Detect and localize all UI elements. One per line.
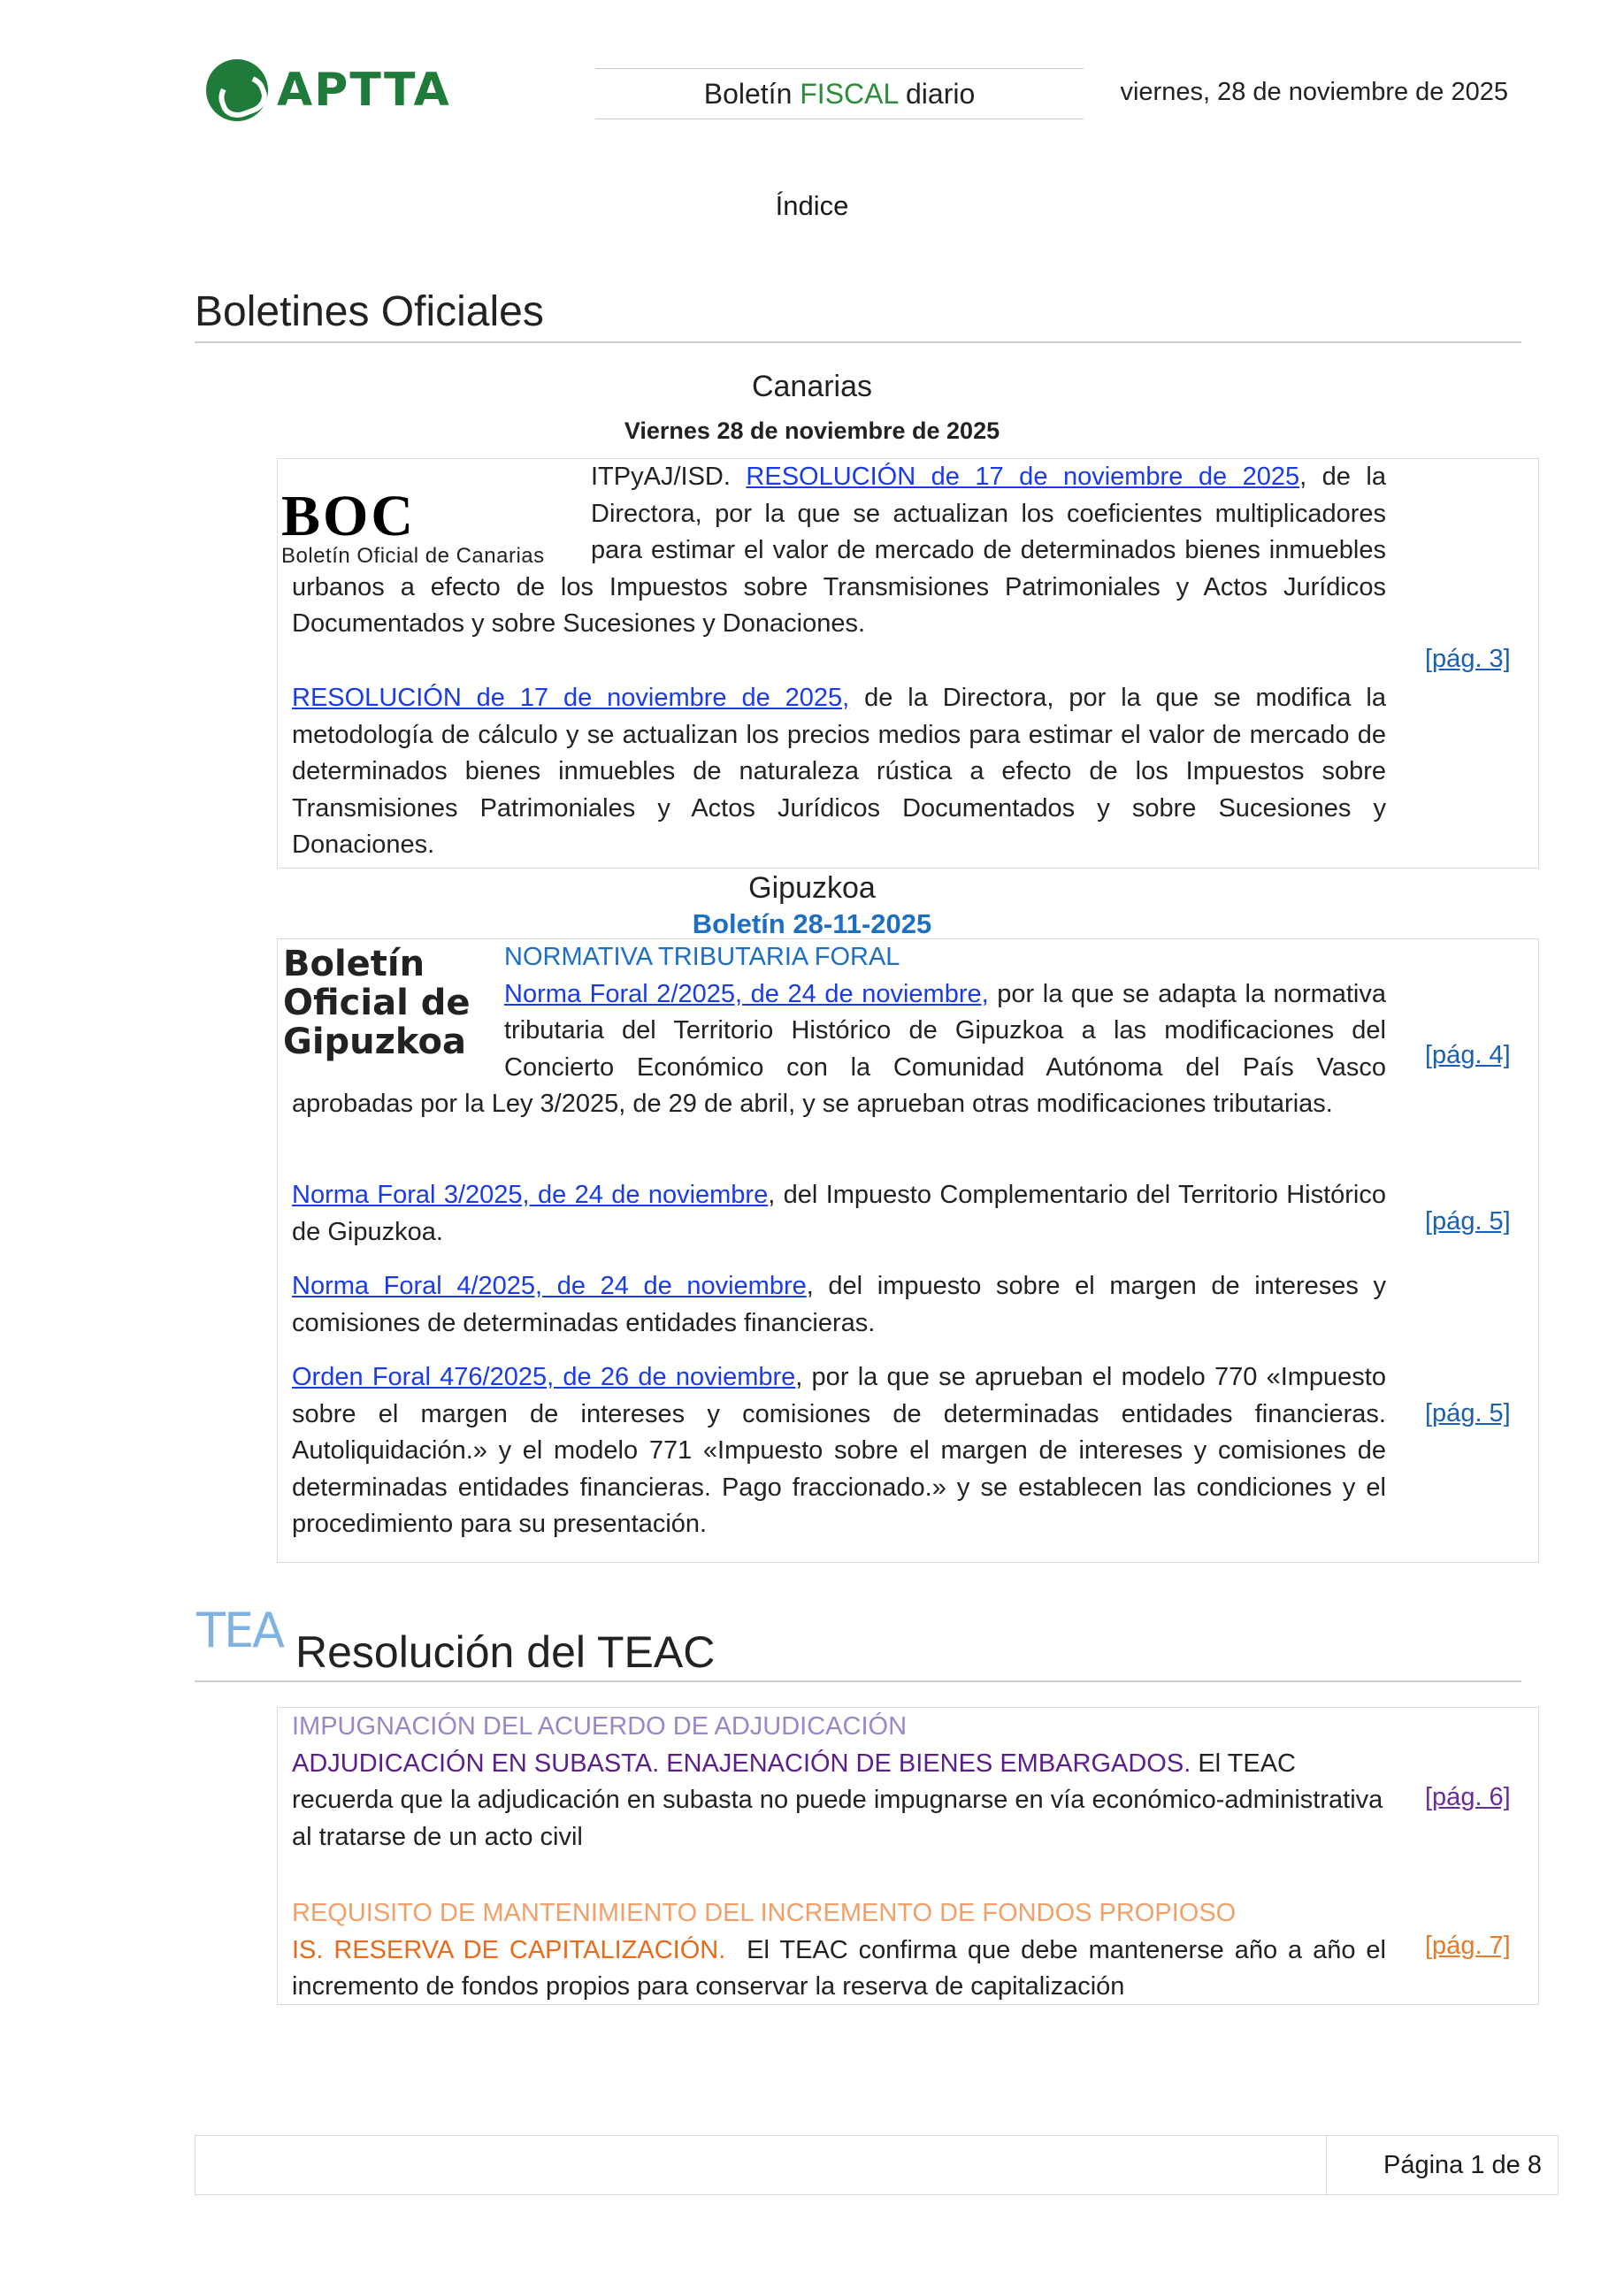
header-date: viernes, 28 de noviembre de 2025: [1120, 78, 1508, 106]
teac-divider: [195, 1680, 1521, 1682]
boc-logo: BOC Boletín Oficial de Canarias: [281, 484, 545, 568]
orden-foral-476-link[interactable]: Orden Foral 476/2025, de 26 de noviembre: [292, 1363, 796, 1391]
norma-foral-4-link[interactable]: Norma Foral 4/2025, de 24 de noviembre: [292, 1272, 807, 1300]
teac-item-1-page-ref[interactable]: [pág. 6]: [1425, 1783, 1511, 1811]
index-label: Índice: [775, 190, 849, 221]
teac-item-1: IMPUGNACIÓN DEL ACUERDO DE ADJUDICACIÓN ADJUDICACIÓN EN SUBASTA. ENAJENACIÓN DE BIENES EMBARGADOS. El TEAC recuerda que la adjudicación en subasta no puede impugnarse en vía económico-administrativa al tratarse de un acto civil: [292, 1709, 1386, 1856]
page-footer: [195, 2135, 1559, 2195]
canarias-page-ref[interactable]: [pág. 3]: [1425, 645, 1511, 673]
teac-item-2-page-ref[interactable]: [pág. 7]: [1425, 1932, 1511, 1960]
page-number: Página 1 de 8: [1326, 2136, 1558, 2194]
region-canarias: Canarias: [751, 370, 873, 403]
section-boletines-heading: Boletines Oficiales: [195, 287, 1521, 343]
norma-foral-3-link[interactable]: Norma Foral 3/2025, de 24 de noviembre: [292, 1181, 769, 1209]
norma-foral-3-page-ref[interactable]: [pág. 5]: [1425, 1207, 1511, 1236]
gipuzkoa-item-4: Orden Foral 476/2025, de 26 de noviembre, por la que se aprueban el modelo 770 «Impuesto sobre el margen de intereses y comisiones de determinadas entidades financieras. Autoliquidación.» y el modelo 771 «Impuesto sobre el margen de intereses y comisiones de determinadas entidades financieras. Pago fraccionado.» y se establecen las condiciones y el procedimiento para su presentación.: [292, 1363, 1386, 1538]
canarias-item-1: ITPyAJ/ISD. RESOLUCIÓN de 17 de noviembre de 2025, de la Directora, por la que se actualizan los coeficientes multiplicadores para estimar el valor de mercado de determinados bienes inmuebles urbanos a efecto de los Impuestos sobre Transmisiones Patrimoniales y Actos Jurídicos Documentados y sobre Sucesiones y Donaciones.: [292, 463, 1386, 638]
canarias-item-2: RESOLUCIÓN de 17 de noviembre de 2025, de la Directora, por la que se modifica la metodología de cálculo y se actualizan los precios medios para estimar el valor de mercado de determinados bienes inmuebles de naturaleza rústica a efecto de los Impuestos sobre Transmisiones Patrimoniales y Actos Jurídicos Documentados y sobre Sucesiones y Donaciones.: [292, 684, 1386, 859]
norma-foral-2-page-ref[interactable]: [pág. 4]: [1425, 1041, 1511, 1069]
teac-item-1-category: IMPUGNACIÓN DEL ACUERDO DE ADJUDICACIÓN: [292, 1712, 908, 1741]
aptta-logo: [206, 58, 454, 122]
aptta-logo-icon: [206, 59, 268, 121]
gipuzkoa-item-3: Norma Foral 4/2025, de 24 de noviembre, del impuesto sobre el margen de intereses y comisiones de determinadas entidades financieras.: [292, 1272, 1386, 1337]
gipuzkoa-item-2: Norma Foral 3/2025, de 24 de noviembre, del Impuesto Complementario del Territorio Histórico de Gipuzkoa.: [292, 1181, 1386, 1246]
region-gipuzkoa: Gipuzkoa: [748, 871, 876, 905]
teac-item-2: REQUISITO DE MANTENIMIENTO DEL INCREMENTO DE FONDOS PROPIOSO IS. RESERVA DE CAPITALIZACIÓN. El TEAC confirma que debe mantenerse año a año el incremento de fondos propios para conservar la reserva de capitalización: [292, 1895, 1386, 2006]
canarias-resolution-link-2[interactable]: RESOLUCIÓN de 17 de noviembre de 2025,: [292, 684, 850, 712]
section-teac-heading: Resolución del TEAC: [295, 1627, 716, 1677]
norma-foral-2-link[interactable]: Norma Foral 2/2025, de 24 de noviembre,: [504, 979, 989, 1008]
aptta-logo-text: APTTA: [277, 64, 451, 117]
canarias-date: Viernes 28 de noviembre de 2025: [624, 417, 1000, 444]
teac-item-1-title: ADJUDICACIÓN EN SUBASTA. ENAJENACIÓN DE BIENES EMBARGADOS.: [292, 1749, 1191, 1778]
gipuzkoa-item-1: NORMATIVA TRIBUTARIA FORAL Norma Foral 2/2025, de 24 de noviembre, por la que se adapta la normativa tributaria del Territorio Histórico de Gipuzkoa a las modificaciones del Concierto Económico con la Comunidad Autónoma del País Vasco aprobadas por la Ley 3/2025, de 29 de abril, y se aprueban otras modificaciones tributarias.: [292, 939, 1386, 1123]
canarias-resolution-link-1[interactable]: RESOLUCIÓN de 17 de noviembre de 2025: [746, 463, 1300, 491]
teac-item-2-title: IS. RESERVA DE CAPITALIZACIÓN.: [292, 1935, 726, 1964]
orden-foral-476-page-ref[interactable]: [pág. 5]: [1425, 1399, 1511, 1427]
tea-logo-icon: TEA: [196, 1603, 284, 1658]
teac-item-2-category: REQUISITO DE MANTENIMIENTO DEL INCREMENTO DE FONDOS PROPIOSO: [292, 1899, 1237, 1927]
gipuzkoa-logo: Boletín Oficial de Gipuzkoa: [283, 944, 471, 1062]
gipuzkoa-date: Boletín 28-11-2025: [692, 908, 932, 939]
bulletin-title: Boletín FISCAL diario: [595, 68, 1084, 119]
gipuzkoa-category: NORMATIVA TRIBUTARIA FORAL: [504, 943, 900, 971]
